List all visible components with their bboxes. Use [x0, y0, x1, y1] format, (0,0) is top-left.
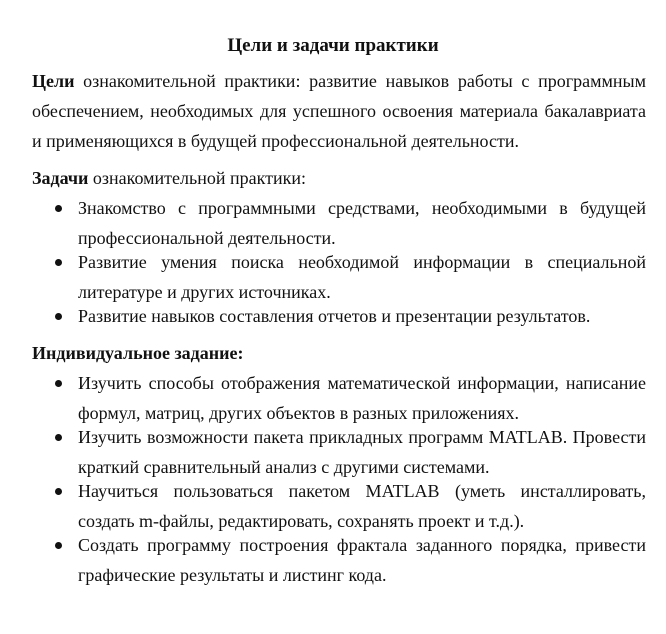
bullet-icon [55, 542, 62, 549]
list-item [32, 301, 646, 331]
list-item [32, 368, 646, 428]
bullet-icon [55, 488, 62, 495]
bullet-icon [55, 259, 62, 266]
list-item-text: Создать программу построения фрактала заданного порядка, привести графические результаты и листинг кода. [78, 535, 646, 585]
individual-label: Индивидуальное задание: [32, 343, 244, 363]
bullet-icon [55, 205, 62, 212]
list-item-text: Изучить возможности пакета прикладных программ MATLAB. Провести краткий сравнительный анализ с другими системами. [78, 427, 646, 477]
bullet-icon [55, 313, 62, 320]
list-item-text: Развитие умения поиска необходимой информации в специальной литературе и других источниках. [78, 252, 646, 302]
list-item [32, 193, 646, 253]
individual-list [32, 368, 646, 584]
page-title: Цели и задачи практики [227, 35, 439, 56]
list-item [32, 476, 646, 536]
list-item-text: Развитие навыков составления отчетов и презентации результатов. [78, 306, 591, 326]
tasks-paragraph [32, 163, 646, 193]
list-item-text: Знакомство с программными средствами, необходимыми в будущей профессиональной деятельности. [78, 198, 646, 248]
list-item-text: Изучить способы отображения математической информации, написание формул, матриц, других объектов в разных приложениях. [78, 373, 646, 423]
bullet-icon [55, 380, 62, 387]
goals-text: ознакомительной практики: развитие навыков работы с программным обеспечением, необходимых для успешного освоения материала бакалавриата и применяющихся в будущей профессиональной деятельности. [32, 71, 646, 151]
list-item [32, 422, 646, 482]
list-item [32, 247, 646, 307]
individual-paragraph [32, 338, 646, 368]
tasks-list [32, 193, 646, 325]
tasks-text: ознакомительной практики: [88, 168, 306, 188]
goals-paragraph [32, 66, 646, 156]
list-item-text: Научиться пользоваться пакетом MATLAB (уметь инсталлировать, создать m-файлы, редактировать, сохранять проект и т.д.). [78, 481, 646, 531]
tasks-label: Задачи [32, 168, 89, 188]
bullet-icon [55, 434, 62, 441]
list-item [32, 530, 646, 590]
goals-label: Цели [32, 71, 75, 91]
